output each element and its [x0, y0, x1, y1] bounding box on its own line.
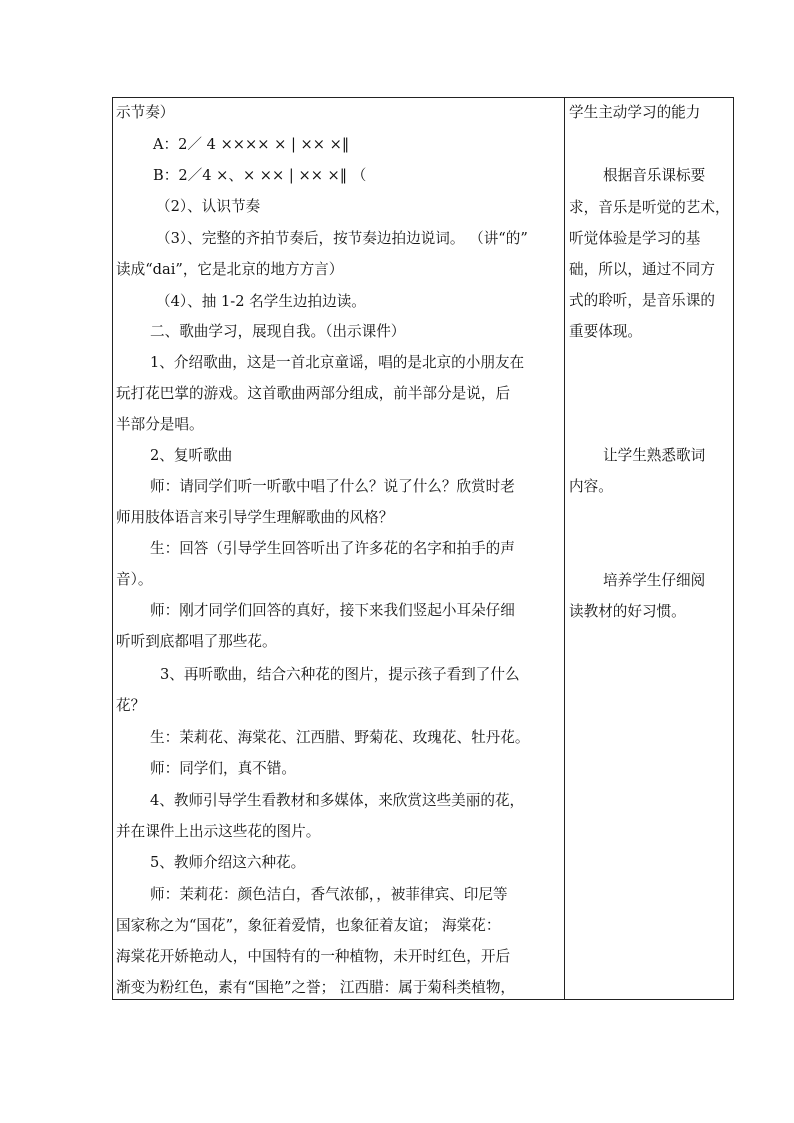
side-text-line: 重要体现。 [569, 323, 642, 340]
side-text-line: 求，音乐是听觉的艺术， [569, 199, 730, 216]
text-line: 师用肢体语言来引导学生理解歌曲的风格？ [116, 509, 394, 526]
side-text-line: 内容。 [569, 478, 613, 495]
side-text-line: 础，所以，通过不同方 [569, 261, 715, 278]
text-line: 半部分是唱。 [116, 416, 204, 433]
text-line: 师：刚才同学们回答的真好，接下来我们竖起小耳朵仔细 [150, 602, 515, 619]
side-text-line: 式的聆听，是音乐课的 [569, 292, 715, 309]
text-line: （2）、认识节奏 [156, 198, 261, 215]
text-line: 示节奏） [116, 104, 175, 121]
side-text-line: 让学生熟悉歌词 [603, 447, 706, 464]
text-line: 师：请同学们听一听歌中唱了什么？说了什么？欣赏时老 [150, 478, 515, 495]
side-text-line: 听觉体验是学习的基 [569, 230, 701, 247]
text-line: 渐变为粉红色，素有“国艳”之誉； 江西腊：属于菊科类植物， [116, 979, 516, 996]
text-line: A：2／ 4 ×××× × | ×× ×‖ [153, 136, 350, 153]
text-line: 玩打花巴掌的游戏。这首歌曲两部分组成，前半部分是说，后 [116, 385, 511, 402]
text-line: 1、介绍歌曲，这是一首北京童谣，唱的是北京的小朋友在 [150, 354, 525, 371]
text-line: 4、教师引导学生看教材和多媒体，来欣赏这些美丽的花， [150, 792, 525, 809]
text-line: 生：茉莉花、海棠花、江西腊、野菊花、玫瑰花、牡丹花。 [150, 729, 530, 746]
side-text-line: 学生主动学习的能力 [569, 104, 701, 121]
column-divider [564, 98, 565, 999]
text-line: 海棠花开娇艳动人，中国特有的一种植物，未开时红色，开后 [116, 948, 511, 965]
text-line: 音）。 [116, 571, 153, 588]
text-line: 国家称之为“国花”，象征着爱情，也象征着友谊； 海棠花： [116, 917, 501, 934]
text-line: 师：同学们，真不错。 [150, 760, 296, 777]
side-text-line: 培养学生仔细阅 [603, 572, 706, 589]
text-line: 花？ [116, 697, 146, 714]
text-line: 二、歌曲学习，展现自我。（出示课件） [150, 323, 406, 340]
text-line: （4）、抽 1-2 名学生边拍边读。 [156, 293, 366, 310]
text-line: 生：回答（引导学生回答听出了许多花的名字和拍手的声 [150, 540, 515, 557]
text-line: 3、再听歌曲，结合六种花的图片，提示孩子看到了什么 [160, 666, 520, 683]
text-line: 师：茉莉花：颜色洁白，香气浓郁，，被菲律宾、印尼等 [150, 886, 508, 903]
text-line: （3）、完整的齐拍节奏后，按节奏边拍边说词。 （讲“的” [156, 230, 528, 247]
side-text-line: 读教材的好习惯。 [569, 603, 686, 620]
text-line: 2、复听歌曲 [150, 447, 233, 464]
text-line: 并在课件上出示这些花的图片。 [116, 823, 321, 840]
side-text-line: 根据音乐课标要 [603, 167, 706, 184]
text-line: B：2／4 ×、× ×× | ×× ×‖ （ [153, 167, 367, 184]
text-line: 5、教师介绍这六种花。 [150, 854, 306, 871]
text-line: 听听到底都唱了那些花。 [116, 633, 277, 650]
text-line: 读成“dai”，它是北京的地方方言） [116, 261, 344, 278]
